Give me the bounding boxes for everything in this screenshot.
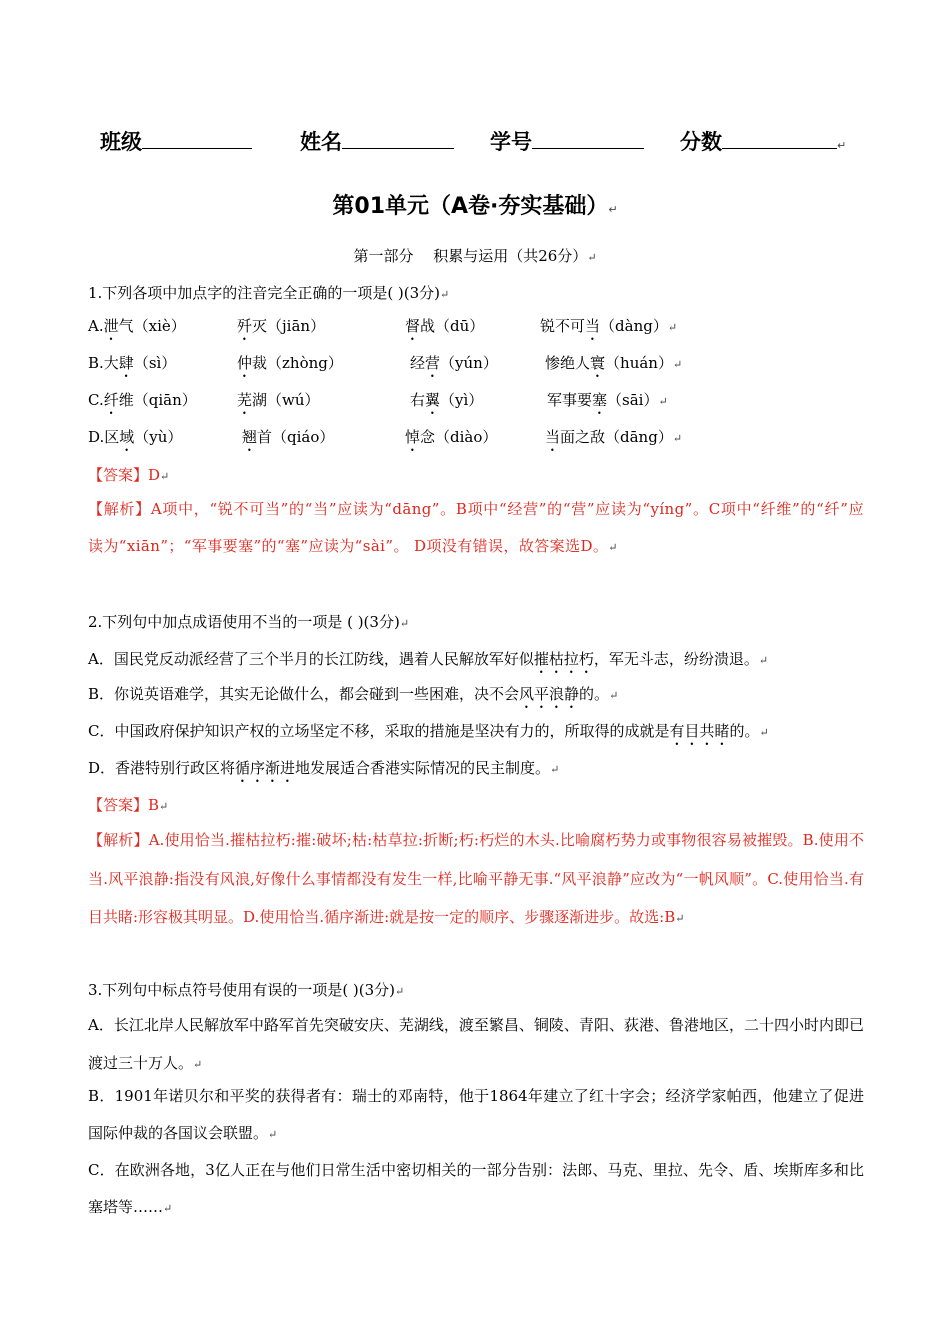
- class-field[interactable]: [100, 126, 252, 156]
- q3-option-a: A．长江北岸人民解放军中路军首先突破安庆、芜湖线，渡至繁昌、铜陵、青阳、荻港、鲁港地区，二十四小时内即已渡过三十万人。↵: [88, 1016, 864, 1072]
- score-field[interactable]: 分数 ↵: [680, 130, 847, 154]
- q1-option-c-4: 军事要塞（sāi）↵: [547, 391, 668, 409]
- class-label: 班级: [100, 130, 142, 154]
- q1-option-d-3: 悼念（diào）: [405, 428, 498, 446]
- q1-option-c-2: 芜湖（wú）: [237, 391, 320, 409]
- student-id-underline[interactable]: [532, 128, 644, 149]
- q1-option-d-2: 翘首（qiáo）: [242, 428, 335, 446]
- student-id-field[interactable]: [490, 126, 644, 156]
- q1-option-d-4: 当面之敌（dāng）↵: [545, 428, 683, 446]
- q1-option-b-2: 仲裁（zhòng）: [237, 354, 343, 372]
- name-label: 姓名: [300, 130, 342, 154]
- score-underline[interactable]: [722, 128, 837, 149]
- q1-option-a-1: A.泄气（xiè）: [88, 317, 186, 335]
- section-heading: 第一部分 积累与运用（共26分）↵: [353, 247, 597, 265]
- q1-option-a-2: 歼灭（jiān）: [237, 317, 326, 335]
- q1-answer: 【答案】D↵: [88, 466, 170, 484]
- q3-option-c: C．在欧洲各地，3亿人正在与他们日常生活中密切相关的一部分告别：法郎、马克、里拉、先令、盾、埃斯库多和比塞塔等……↵: [88, 1161, 864, 1216]
- q1-option-b-3: 经营（yún）: [410, 354, 498, 372]
- q1-option-c-3: 右翼（yì）: [410, 391, 484, 409]
- name-field[interactable]: [300, 126, 454, 156]
- page-title: 第01单元（A卷·夯实基础）↵: [332, 194, 618, 219]
- name-underline[interactable]: [342, 128, 454, 149]
- q2-analysis: 【解析】A.使用恰当.摧枯拉朽:摧:破坏;枯:枯草拉:折断;朽:朽烂的木头.比喻腐朽势力或事物很容易被摧毁。B.使用不当.风平浪静:指没有风浪,好像什么事情都没有发生一样,比喻平静无事.“风平浪静”应改为“一帆风顺”。C.使用恰当.有目共睹:形容极其明显。D.使用恰当.循序渐进:就是按一定的顺序、步骤逐渐进步。故选:B↵: [88, 831, 864, 926]
- q2-option-d: D．香港特别行政区将循序渐进地发展适合香港实际情况的民主制度。↵: [88, 759, 560, 777]
- q2-stem: 2.下列句中加点成语使用不当的一项是 ( )(3分)↵: [88, 613, 410, 631]
- q1-stem: 1.下列各项中加点字的注音完全正确的一项是( )(3分)↵: [88, 284, 450, 302]
- q1-option-b-1: B.大肆（sì）: [88, 354, 177, 372]
- q2-option-c: C．中国政府保护知识产权的立场坚定不移，采取的措施是坚决有力的，所取得的成就是有目共睹的。↵: [88, 722, 769, 740]
- student-id-label: 学号: [490, 130, 532, 154]
- q1-option-b-4: 惨绝人寰（huán）↵: [545, 354, 683, 372]
- q2-option-b: B．你说英语难学，其实无论做什么，都会碰到一些困难，决不会风平浪静的。↵: [88, 685, 619, 703]
- q2-answer: 【答案】B↵: [88, 796, 169, 814]
- class-underline[interactable]: [142, 128, 252, 149]
- q3-stem: 3.下列句中标点符号使用有误的一项是( )(3分)↵: [88, 981, 405, 999]
- score-label: 分数: [680, 130, 722, 154]
- q1-option-a-4: 锐不可当（dàng）↵: [540, 317, 678, 335]
- q1-analysis: 【解析】A项中，“锐不可当”的“当”应读为“dāng”。B项中“经营”的“营”应读为“yíng”。C项中“纤维”的“纤”应读为“xiān”；“军事要塞”的“塞”应读为“sài”。 D项没有错误，故答案选D。↵: [88, 500, 864, 555]
- q2-option-a: A．国民党反动派经营了三个半月的长江防线，遇着人民解放军好似摧枯拉朽，军无斗志，纷纷溃退。↵: [88, 650, 769, 668]
- q3-option-b: B．1901年诺贝尔和平奖的获得者有：瑞士的邓南特，他于1864年建立了红十字会；经济学家帕西，他建立了促进国际仲裁的各国议会联盟。↵: [88, 1087, 864, 1142]
- q1-option-c-1: C.纤维（qiān）: [88, 391, 197, 409]
- q1-option-a-3: 督战（dū）: [405, 317, 485, 335]
- q1-option-d-1: D.区域（yù）: [88, 428, 183, 446]
